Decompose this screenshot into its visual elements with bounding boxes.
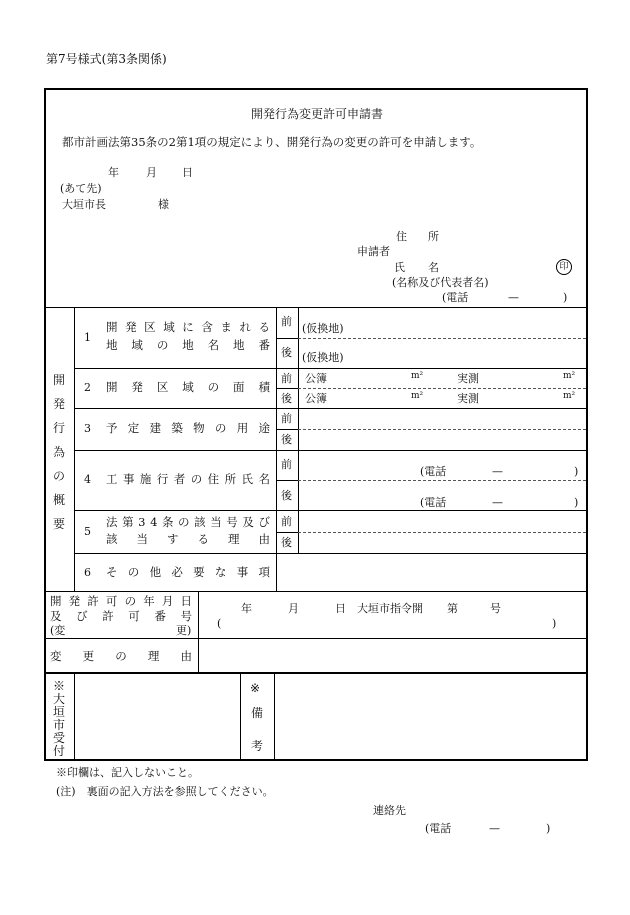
applicant-corp-note: (名称及び代表者名) — [392, 276, 489, 289]
item-2-before-registry-unit: m² — [411, 371, 424, 381]
item-4-number: 4 — [84, 473, 91, 486]
permit-sub-label-close: 更) — [176, 624, 192, 637]
frame-left — [44, 88, 46, 761]
dash-line-1 — [298, 338, 586, 339]
remarks-left-line — [240, 673, 241, 760]
item-2-before-actual: 実測 — [457, 372, 479, 385]
item-2-after-registry: 公簿 — [305, 392, 327, 405]
item-4-after-marker: 後 — [281, 489, 292, 502]
item-3-before-marker: 前 — [281, 412, 292, 425]
item-3-label: 予 定 建 築 物 の 用 途 — [106, 421, 270, 435]
dash-line-2 — [298, 388, 586, 389]
item-1-number: 1 — [84, 331, 91, 344]
dash-line-3 — [298, 429, 586, 430]
permit-label-line-2: 及 び 許 可 番 号 — [50, 609, 192, 623]
applicant-address-label-2: 所 — [428, 230, 439, 243]
row-line-1 — [74, 368, 588, 369]
item-2-number: 2 — [84, 381, 91, 394]
row-line-4 — [74, 510, 588, 511]
page-title: 開発行為変更許可申請書 — [251, 107, 384, 121]
note-reverse: (注) 裏面の記入方法を参照してください。 — [56, 785, 274, 798]
item-5-label-line-2: 該 当 す る 理 由 — [106, 532, 270, 546]
remarks-label-1: 備 — [251, 706, 264, 720]
overview-bottom-line — [44, 591, 588, 592]
item-5-before-marker: 前 — [281, 515, 292, 528]
addressee-name: 大垣市長 — [62, 198, 106, 211]
mid-line-4 — [276, 480, 298, 481]
permit-label-line-1: 開 発 許 可 の 年 月 日 — [50, 594, 192, 608]
item-6-number: 6 — [84, 566, 91, 579]
applicant-name-label-1: 氏 — [394, 261, 405, 274]
item-1-label-line-2: 地 域 の 地 名 地 番 — [106, 338, 270, 352]
seal-icon: 印 — [556, 259, 572, 275]
permit-no: 第 — [447, 602, 458, 615]
item-1-after-marker: 後 — [281, 346, 292, 359]
permit-paren-open: ( — [217, 617, 222, 630]
section-label: 開発行為の概要 — [52, 373, 65, 531]
applicant-address-label-1: 住 — [396, 230, 407, 243]
item-4-before-phone-open: (電話 — [420, 465, 447, 478]
item-5-after-marker: 後 — [281, 536, 292, 549]
permit-city: 大垣市指令開 — [357, 602, 423, 615]
section-divider-line — [74, 307, 75, 591]
reason-bottom-line — [44, 672, 588, 674]
item-4-before-phone-dash: — — [492, 465, 503, 478]
row-line-2 — [74, 408, 588, 409]
item-3-number: 3 — [84, 422, 91, 435]
permit-divider-line — [198, 591, 199, 673]
permit-bottom-line — [44, 638, 588, 639]
remarks-mark: ※ — [250, 681, 261, 695]
item-1-before-marker: 前 — [281, 315, 292, 328]
overview-top-line — [44, 307, 588, 308]
permit-month: 月 — [288, 602, 299, 615]
mid-line-1 — [276, 338, 298, 339]
item-2-after-marker: 後 — [281, 392, 292, 405]
item-2-label: 開 発 区 域 の 面 積 — [106, 380, 270, 394]
item-2-before-marker: 前 — [281, 372, 292, 385]
frame-right — [586, 88, 588, 761]
mid-line-5 — [276, 532, 298, 533]
item-4-before-marker: 前 — [281, 458, 292, 471]
contact-phone-close: ) — [546, 822, 551, 835]
applicant-name-label-2: 名 — [428, 261, 439, 274]
date-month: 月 — [146, 166, 157, 179]
date-day: 日 — [182, 166, 193, 179]
item-4-after-phone-close: ) — [574, 496, 579, 509]
applicant-phone-dash: — — [508, 291, 519, 304]
item-6-label: そ の 他 必 要 な 事 項 — [106, 565, 270, 579]
item-5-label-line-1: 法 第 3 4 条 の 該 当 号 及 び — [106, 515, 270, 529]
reason-label: 変 更 の 理 由 — [50, 649, 192, 663]
dash-line-4 — [298, 480, 586, 481]
dash-line-5 — [298, 532, 586, 533]
item-3-after-marker: 後 — [281, 433, 292, 446]
addressee-label: (あて先) — [60, 182, 102, 195]
item-1-label-line-1: 開 発 区 域 に 含 ま れ る — [106, 320, 270, 334]
intro-text: 都市計画法第35条の2第1項の規定により、開発行為の変更の許可を申請します。 — [62, 135, 482, 149]
item-4-label: 工 事 施 行 者 の 住 所 氏 名 — [106, 472, 270, 486]
item-2-before-registry: 公簿 — [305, 372, 327, 385]
remarks-right-line — [274, 673, 275, 760]
row-line-3 — [74, 450, 588, 451]
contact-phone-dash: — — [489, 822, 500, 835]
item-2-after-registry-unit: m² — [411, 391, 424, 401]
note-seal: ※印欄は、記入しないこと。 — [56, 766, 199, 779]
beforeafter-divider-line — [298, 307, 299, 553]
permit-sub-label-open: (変 — [50, 624, 66, 637]
item-1-after-value: (仮換地) — [302, 351, 344, 364]
frame-top — [44, 88, 588, 90]
form-number: 第7号様式(第3条関係) — [46, 52, 167, 66]
permit-go: 号 — [490, 602, 501, 615]
frame-bottom — [44, 759, 588, 761]
item-4-after-phone-dash: — — [492, 496, 503, 509]
contact-phone-open: (電話 — [425, 822, 452, 835]
permit-paren-close: ) — [552, 617, 557, 630]
label-divider-line — [276, 307, 277, 591]
item-2-after-actual: 実測 — [457, 392, 479, 405]
row-line-5 — [74, 553, 588, 554]
date-year: 年 — [108, 166, 119, 179]
addressee-honorific: 様 — [158, 198, 169, 211]
permit-year: 年 — [241, 602, 252, 615]
applicant-phone-close: ) — [563, 291, 568, 304]
applicant-phone-open: (電話 — [442, 291, 469, 304]
reception-label: ※大垣市受付 — [52, 679, 65, 758]
contact-label: 連絡先 — [373, 804, 406, 817]
item-4-after-phone-open: (電話 — [420, 496, 447, 509]
item-4-before-phone-close: ) — [574, 465, 579, 478]
mid-line-3 — [276, 429, 298, 430]
item-2-before-actual-unit: m² — [563, 371, 576, 381]
applicant-label: 申請者 — [357, 245, 390, 258]
remarks-label-2: 考 — [251, 739, 264, 753]
mid-line-2 — [276, 388, 298, 389]
item-5-number: 5 — [84, 525, 91, 538]
reception-divider-line — [74, 673, 75, 760]
item-1-before-value: (仮換地) — [302, 322, 344, 335]
item-2-after-actual-unit: m² — [563, 391, 576, 401]
permit-day: 日 — [335, 602, 346, 615]
